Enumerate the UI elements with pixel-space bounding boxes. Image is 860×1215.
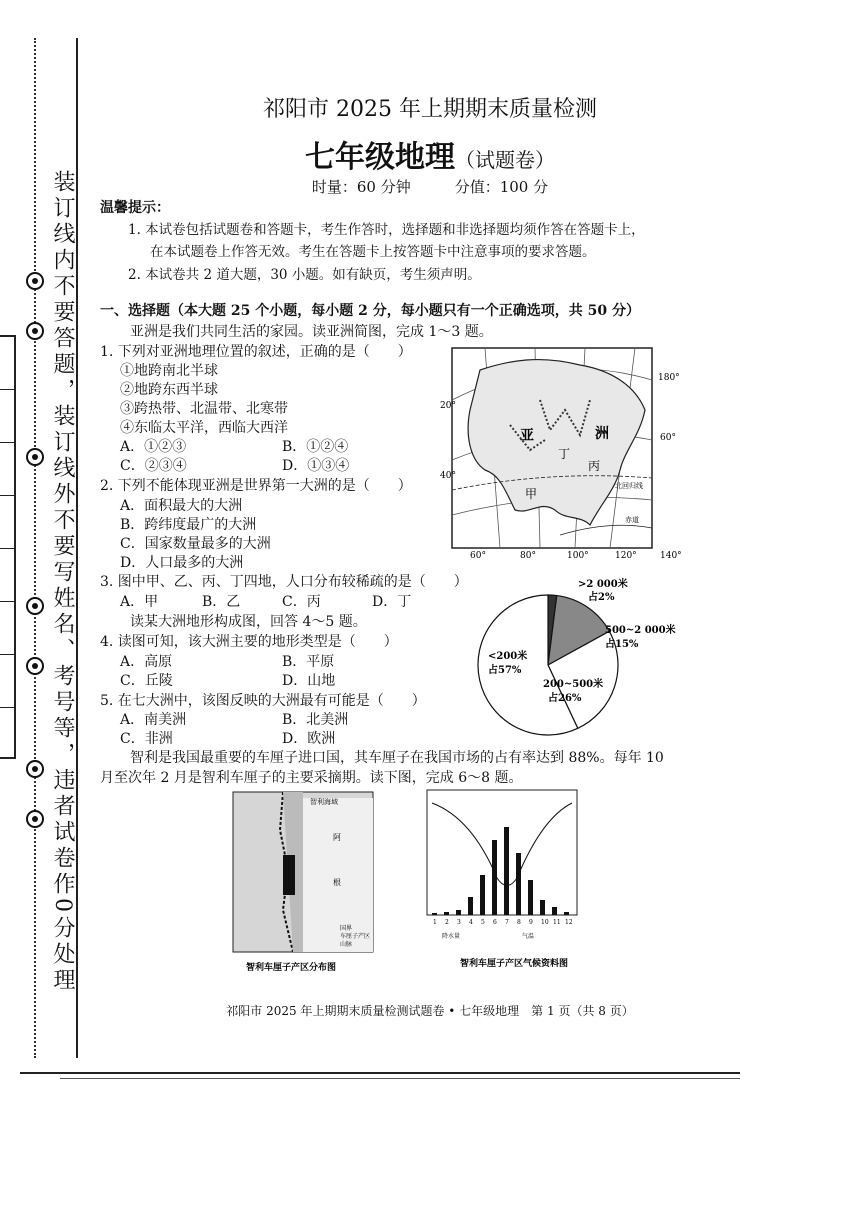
map-lon-80: 80°: [520, 551, 536, 560]
question-1-option-a: A．①②③: [120, 439, 187, 455]
map-label-bing: 丙: [588, 459, 601, 473]
chile-legend-3: 山脉: [340, 941, 353, 948]
question-3-option-d: D．丁: [372, 594, 412, 610]
question-2-stem: 2. 下列不能体现亚洲是世界第一大洲的是（ ）: [100, 478, 412, 494]
climate-bar: [432, 913, 437, 915]
tips-line-1: 1. 本试卷包括试题卷和答题卡，考生作答时，选择题和非选择题均须作答在答题卡上，: [128, 222, 645, 238]
chile-map-caption: 智利车厘子产区分布图: [246, 963, 337, 973]
question-5-stem: 5. 在七大洲中，该图反映的大洲最有可能是（ ）: [100, 693, 426, 709]
binding-hole-mark: [26, 272, 44, 290]
climate-bar: [444, 912, 449, 915]
question-1-statement: ④东临太平洋，西临大西洋: [120, 420, 288, 436]
map-label-jia: 甲: [525, 487, 538, 501]
info-boxes: [0, 335, 16, 759]
question-5-option-a: A．南美洲: [120, 712, 187, 728]
chile-legend-2: 车厘子产区: [340, 933, 371, 940]
question-4-option-d: D．山地: [282, 673, 336, 689]
pie-label: >2 000米: [578, 579, 628, 590]
question-2-option-c: C．国家数量最多的大洲: [120, 536, 271, 552]
climate-month-label: 4: [469, 919, 473, 926]
climate-chart: [412, 788, 592, 978]
climate-bar: [564, 912, 569, 915]
question-4-option-a: A．高原: [120, 654, 173, 670]
question-1-statement: ①地跨南北半球: [120, 363, 218, 379]
map-lat-20: 20°: [440, 401, 456, 411]
map-equator-label: 赤道: [625, 516, 639, 524]
question-1-stem: 1. 下列对亚洲地理位置的叙述，正确的是（ ）: [100, 344, 412, 360]
map-lon-140: 140°: [660, 551, 682, 560]
asia-map: [440, 340, 690, 560]
climate-month-label: 9: [529, 919, 533, 926]
question-3-option-a: A．甲: [120, 594, 159, 610]
binding-hole-mark: [26, 322, 44, 340]
binding-hole-mark: [26, 657, 44, 675]
climate-chart-caption: 智利车厘子产区气候资料图: [460, 959, 569, 969]
question-1-option-b: B．①②④: [282, 439, 349, 455]
climate-month-label: 6: [493, 919, 497, 926]
chile-map-label-a: 阿: [333, 833, 341, 842]
section-intro: 亚洲是我们共同生活的家园。读亚洲简图，完成 1～3 题。: [130, 324, 493, 340]
climate-month-label: 3: [457, 919, 461, 926]
subject-title: [0, 132, 860, 176]
scan-line: [60, 1078, 740, 1079]
map-tropic-label: 北回归线: [615, 482, 643, 490]
climate-bar: [528, 880, 533, 915]
question-5-option-b: B．北美洲: [282, 712, 349, 728]
map-label-ya: 亚: [520, 428, 534, 444]
question-5-option-d: D．欧洲: [282, 731, 336, 747]
map-lon-180: 180°: [658, 373, 680, 383]
binding-hole-mark: [26, 597, 44, 615]
question-2-option-b: B．跨纬度最广的大洲: [120, 517, 257, 533]
map-lon-100: 100°: [567, 551, 589, 560]
pie-label: 占2%: [588, 592, 615, 603]
map-lon-60: 60°: [470, 551, 486, 560]
subject-name: 七年级地理: [305, 140, 455, 175]
question-4-option-b: B．平原: [282, 654, 335, 670]
chile-map-label-b: 根: [333, 878, 341, 887]
climate-month-label: 11: [553, 919, 561, 926]
climate-bar: [516, 853, 521, 915]
tips-line-1b: 在本试题卷上作答无效。考生在答题卡上按答题卡中注意事项的要求答题。: [150, 244, 596, 260]
climate-bar: [480, 875, 485, 915]
question-3-option-b: B．乙: [202, 594, 241, 610]
climate-month-label: 7: [505, 919, 509, 926]
map-lat-60: 60°: [660, 433, 676, 443]
climate-month-label: 10: [541, 919, 549, 926]
page-footer: 祁阳市 2025 年上期期末质量检测试题卷 • 七年级地理 第 1 页（共 8 页）: [226, 1004, 634, 1018]
binding-hole-mark: [26, 760, 44, 778]
climate-legend-bar: 降水量: [442, 933, 461, 940]
question-1-option-c: C．②③④: [120, 458, 187, 474]
question-1-statement: ②地跨东西半球: [120, 382, 218, 398]
climate-bar: [552, 907, 557, 915]
binding-notice: 装订线内不要答题，装订线外不要写姓名、考号等，违者试卷作0分处理: [50, 170, 75, 994]
question-4-stem: 4. 读图可知，该大洲主要的地形类型是（ ）: [100, 634, 398, 650]
exam-time: 时量：60 分钟: [311, 178, 411, 196]
pie-label: 500~2 000米: [605, 625, 676, 636]
binding-hole-mark: [26, 448, 44, 466]
climate-legend-line: 气温: [522, 933, 535, 940]
map-label-zhou: 洲: [595, 426, 609, 442]
question-2-option-a: A．面积最大的大洲: [120, 498, 243, 514]
pie-label: 占57%: [488, 665, 522, 676]
map-lon-120: 120°: [615, 551, 637, 560]
intro-6-8-line2: 月至次年 2 月是智利车厘子的主要采摘期。读下图，完成 6～8 题。: [100, 770, 523, 786]
climate-bar: [540, 900, 545, 915]
pie-label: <200米: [488, 651, 528, 662]
map-label-ding: 丁: [558, 447, 571, 461]
question-2-option-d: D．人口最多的大洲: [120, 555, 244, 571]
intro-4-5: 读某大洲地形构成图，回答 4～5 题。: [130, 614, 367, 630]
map-lat-40: 40°: [440, 471, 456, 481]
question-4-option-c: C．丘陵: [120, 673, 173, 689]
pie-label: 占15%: [605, 639, 639, 650]
climate-bar: [456, 910, 461, 915]
climate-month-label: 2: [445, 919, 449, 926]
tips-heading: 温馨提示：: [100, 200, 170, 216]
chile-map: [228, 790, 378, 975]
pie-label: 200~500米: [543, 679, 604, 690]
climate-month-label: 12: [565, 919, 573, 926]
chile-map-top-label: 智利海域: [310, 798, 338, 806]
terrain-pie-chart: [468, 575, 698, 745]
climate-month-label: 5: [481, 919, 485, 926]
intro-6-8-line1: 智利是我国最重要的车厘子进口国，其车厘子在我国市场的占有率达到 88%。每年 10: [130, 750, 664, 766]
chile-legend-1: 国界: [340, 925, 353, 932]
binding-hole-mark: [26, 810, 44, 828]
climate-bar: [504, 827, 509, 915]
question-5-option-c: C．非洲: [120, 731, 173, 747]
section-heading: 一、选择题（本大题 25 个小题，每小题 2 分，每小题只有一个正确选项，共 50 分）: [100, 303, 640, 319]
question-1-statement: ③跨热带、北温带、北寒带: [120, 401, 288, 417]
scan-line: [20, 1072, 740, 1074]
exam-score: 分值：100 分: [454, 178, 549, 196]
climate-bar: [468, 897, 473, 915]
exam-meta: [0, 176, 860, 197]
pie-label: 占26%: [548, 693, 582, 704]
question-3-stem: 3. 图中甲、乙、丙、丁四地，人口分布较稀疏的是（ ）: [100, 574, 468, 590]
question-3-option-c: C．丙: [282, 594, 321, 610]
climate-month-labels: [433, 919, 573, 926]
climate-month-label: 1: [433, 919, 437, 926]
paper-type: （试题卷）: [455, 148, 555, 172]
tips-line-2: 2. 本试卷共 2 道大题，30 小题。如有缺页，考生须声明。: [128, 267, 481, 283]
climate-month-label: 8: [517, 919, 521, 926]
question-1-option-d: D．①③④: [282, 458, 350, 474]
exam-title: 祁阳市 2025 年上期期末质量检测: [263, 97, 597, 122]
